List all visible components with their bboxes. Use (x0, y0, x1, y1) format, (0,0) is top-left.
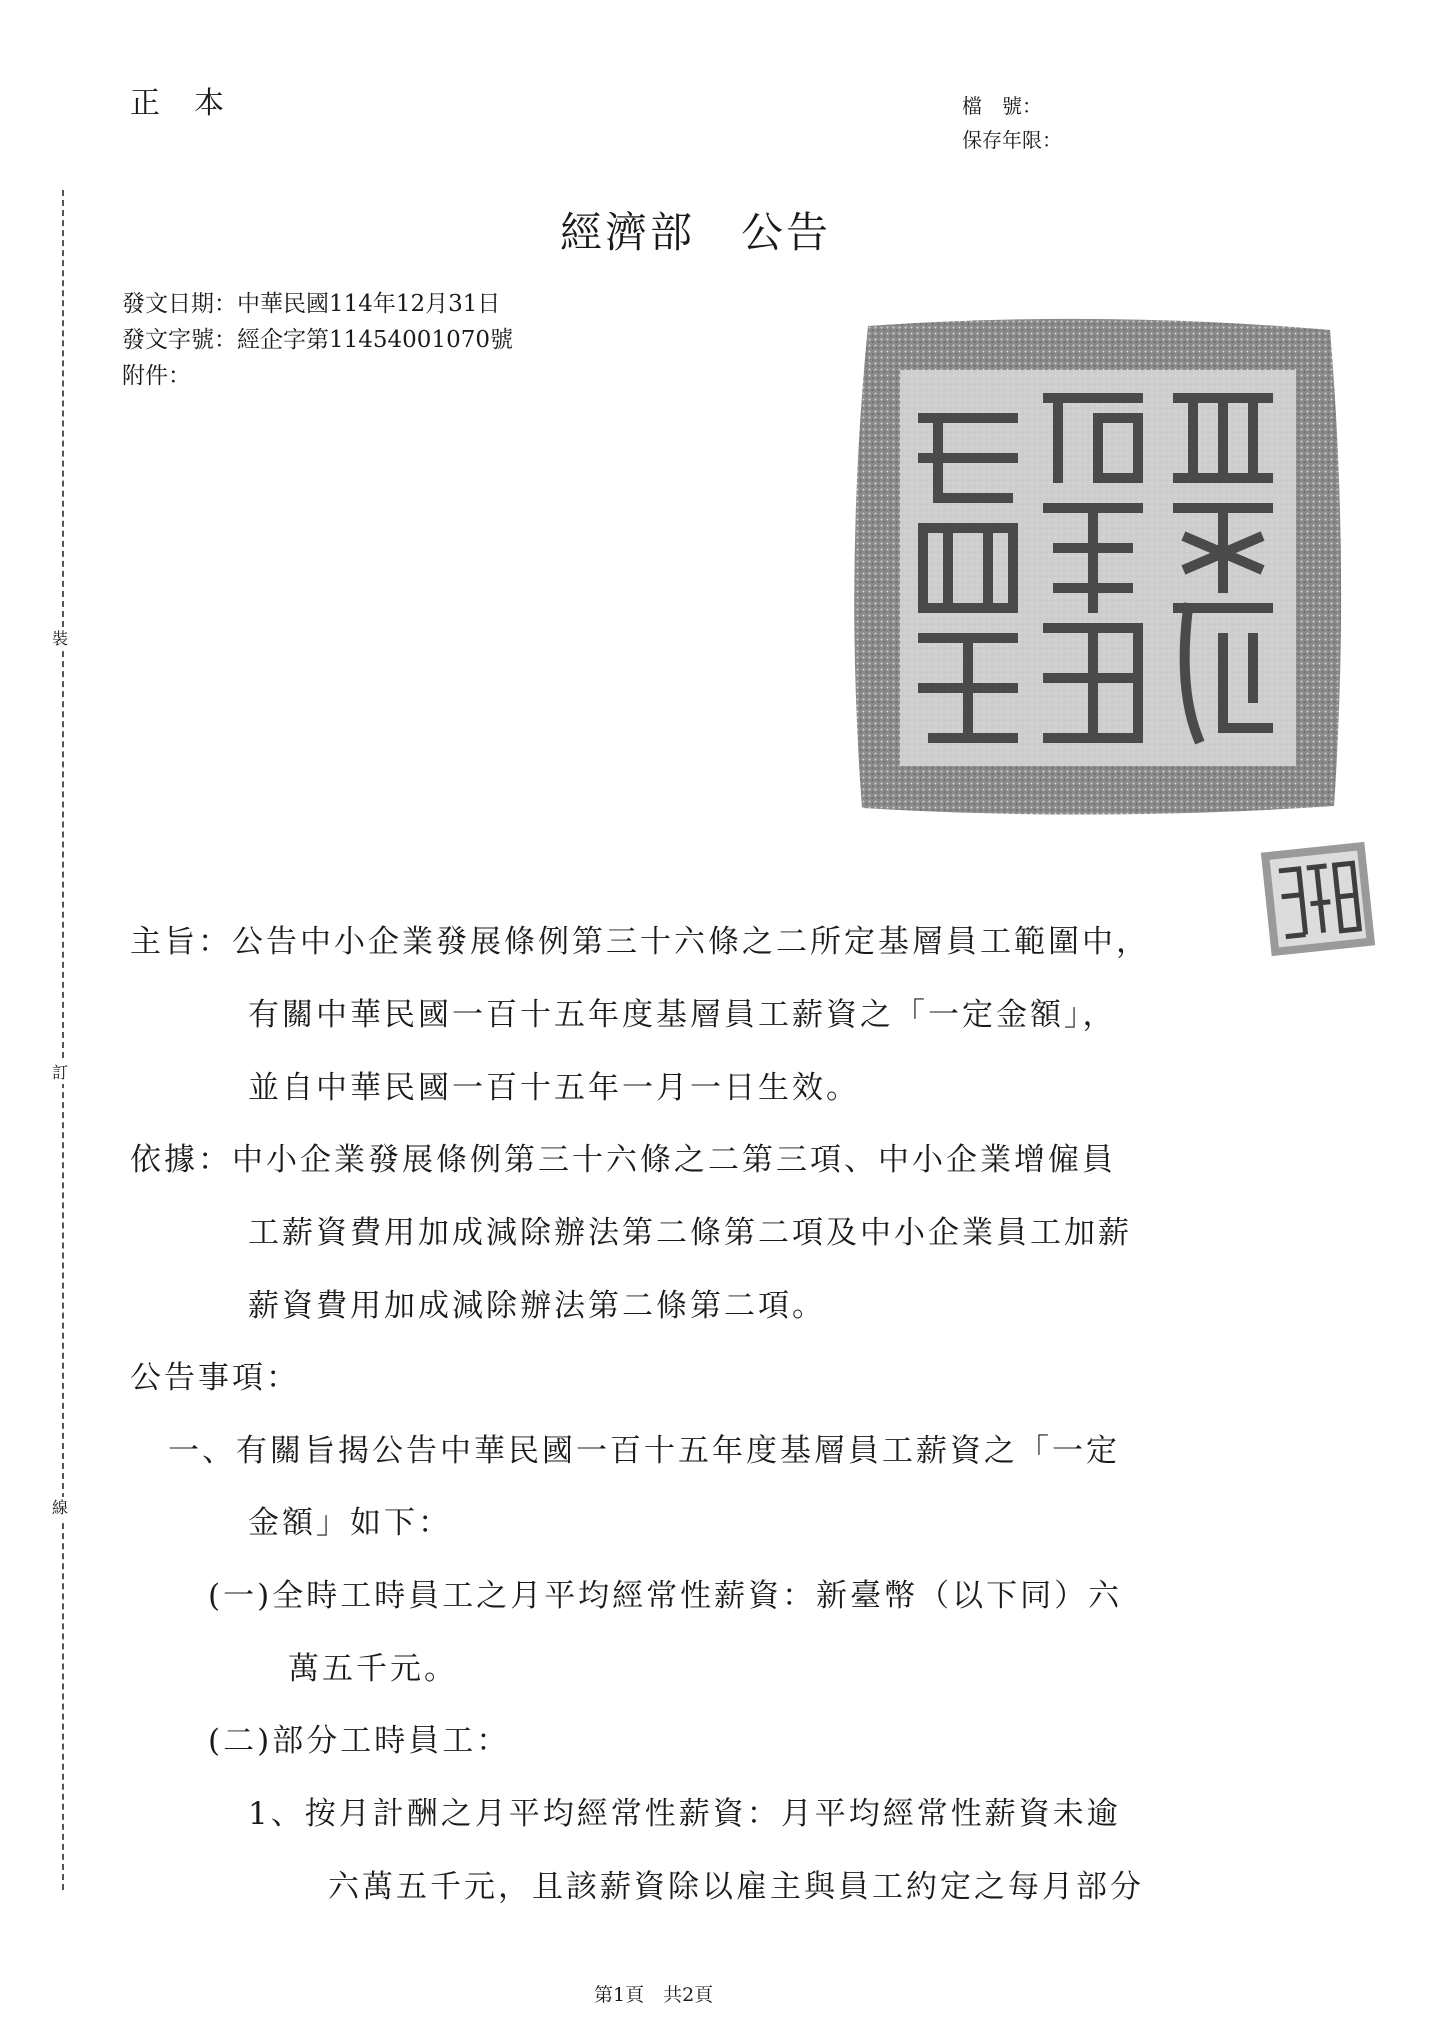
issue-date: 發文日期：中華民國114年12月31日 (122, 291, 501, 317)
notice-sub-1-line-1: (一)全時工時員工之月平均經常性薪資：新臺幣（以下同）六 (208, 1578, 1123, 1614)
notice-item-1-line-1: 一、有關旨揭公告中華民國一百十五年度基層員工薪資之「一定 (168, 1433, 1120, 1469)
copy-label-char-2: 本 (194, 86, 226, 121)
copy-label (130, 78, 226, 122)
notice-item-1-line-2: 金額」如下： (248, 1505, 452, 1541)
official-seal (838, 308, 1358, 828)
binding-mark-3: 線 (52, 1498, 69, 1517)
document-title (560, 200, 831, 260)
attachment-label: 附件： (122, 363, 191, 389)
basis-line-3: 薪資費用加成減除辦法第二條第二項。 (248, 1288, 826, 1324)
notice-point-1-line-1: 1、按月計酬之月平均經常性薪資：月平均經常性薪資未逾 (248, 1796, 1121, 1832)
file-number-label: 檔 號： (962, 94, 1042, 118)
basis-line-2: 工薪資費用加成減除辦法第二條第二項及中小企業員工加薪 (248, 1215, 1132, 1251)
subject-line-2: 有關中華民國一百十五年度基層員工薪資之「一定金額」， (248, 997, 1117, 1033)
subject-line-3: 並自中華民國一百十五年一月一日生效。 (248, 1070, 860, 1106)
notice-heading: 公告事項： (130, 1360, 300, 1396)
basis-line-1: 依據：中小企業發展條例第三十六條之二第三項、中小企業增僱員 (130, 1142, 1116, 1178)
copy-label-char-1: 正 (130, 86, 162, 121)
title-doc-type: 公告 (741, 208, 832, 257)
binding-mark-1: 裝 (52, 629, 69, 648)
title-agency: 經濟部 (560, 208, 696, 257)
binding-line (62, 190, 64, 1890)
notice-point-1-line-2: 六萬五千元，且該薪資除以雇主與員工約定之每月部分 (328, 1869, 1144, 1905)
subject-line-1: 主旨：公告中小企業發展條例第三十六條之二所定基層員工範圍中， (130, 924, 1150, 960)
notice-sub-2-line-1: (二)部分工時員工： (208, 1723, 511, 1759)
small-seal (1256, 837, 1379, 960)
notice-sub-1-line-2: 萬五千元。 (288, 1651, 458, 1687)
retention-label: 保存年限： (962, 128, 1062, 152)
document-number: 發文字號：經企字第11454001070號 (122, 327, 513, 353)
page-footer: 第1頁 共2頁 (594, 1984, 714, 2006)
binding-mark-2: 訂 (52, 1063, 69, 1082)
